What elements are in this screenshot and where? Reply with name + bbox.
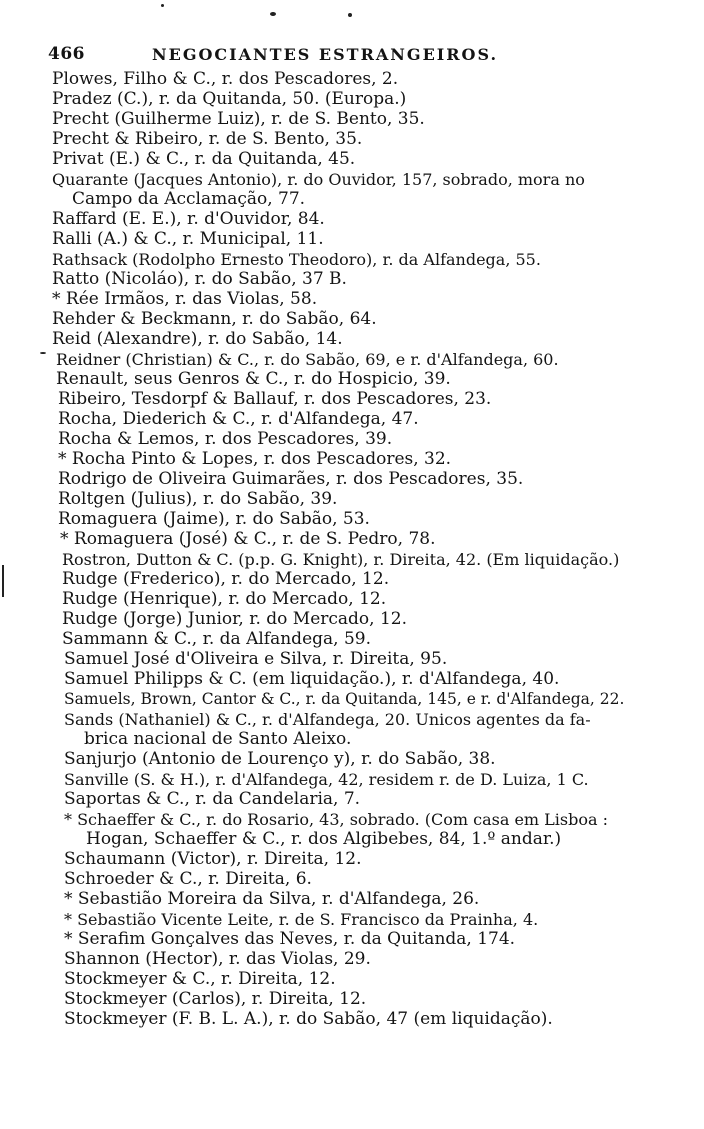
list-item: Rudge (Frederico), r. do Mercado, 12. [62, 569, 390, 589]
list-item: Stockmeyer & C., r. Direita, 12. [64, 969, 336, 989]
list-item: Plowes, Filho & C., r. dos Pescadores, 2. [52, 69, 399, 89]
running-title: NEGOCIANTES ESTRANGEIROS. [152, 45, 499, 64]
list-item: Sanville (S. & H.), r. d'Alfandega, 42, residem r. de D. Luiza, 1 C. [64, 770, 589, 789]
list-item: Roltgen (Julius), r. do Sabão, 39. [58, 489, 338, 509]
list-item: Pradez (C.), r. da Quitanda, 50. (Europa.) [52, 89, 407, 109]
list-item: * Sebastião Vicente Leite, r. de S. Francisco da Prainha, 4. [64, 910, 539, 929]
list-item: Quarante (Jacques Antonio), r. do Ouvidor, 157, sobrado, mora no [52, 170, 585, 189]
list-item: Reidner (Christian) & C., r. do Sabão, 69, e r. d'Alfandega, 60. [56, 350, 559, 369]
ink-speck [270, 12, 276, 16]
list-item: Renault, seus Genros & C., r. do Hospicio, 39. [56, 369, 451, 389]
list-item: Samuels, Brown, Cantor & C., r. da Quitanda, 145, e r. d'Alfandega, 22. [64, 690, 625, 708]
list-item: Sands (Nathaniel) & C., r. d'Alfandega, 20. Unicos agentes da fa- [64, 710, 591, 729]
list-item: Stockmeyer (F. B. L. A.), r. do Sabão, 47 (em liquidação). [64, 1009, 553, 1029]
list-item: Raffard (E. E.), r. d'Ouvidor, 84. [52, 209, 325, 229]
list-item: Schroeder & C., r. Direita, 6. [64, 869, 312, 889]
list-item: Rudge (Henrique), r. do Mercado, 12. [62, 589, 387, 609]
page-number: 466 [48, 44, 85, 64]
list-item-continuation: brica nacional de Santo Aleixo. [84, 729, 352, 749]
list-item: Rocha, Diederich & C., r. d'Alfandega, 47. [58, 409, 419, 429]
list-item: Privat (E.) & C., r. da Quitanda, 45. [52, 149, 356, 169]
list-item: Rudge (Jorge) Junior, r. do Mercado, 12. [62, 609, 408, 629]
list-item: Samuel Philipps & C. (em liquidação.), r. d'Alfandega, 40. [64, 669, 560, 689]
list-item: Saportas & C., r. da Candelaria, 7. [64, 789, 361, 809]
list-item: Ralli (A.) & C., r. Municipal, 11. [52, 229, 324, 249]
list-item: Sammann & C., r. da Alfandega, 59. [62, 629, 371, 649]
list-item: Rehder & Beckmann, r. do Sabão, 64. [52, 309, 377, 329]
list-item-continuation: Hogan, Schaeffer & C., r. dos Algibebes, 84, 1.º andar.) [86, 829, 562, 849]
list-item: Schaumann (Victor), r. Direita, 12. [64, 849, 362, 869]
list-item: * Schaeffer & C., r. do Rosario, 43, sobrado. (Com casa em Lisboa : [64, 810, 609, 829]
list-item: Rodrigo de Oliveira Guimarães, r. dos Pescadores, 35. [58, 469, 524, 489]
list-item: Sanjurjo (Antonio de Lourenço y), r. do Sabão, 38. [64, 749, 496, 769]
list-item: Romaguera (Jaime), r. do Sabão, 53. [58, 509, 370, 529]
ink-speck [348, 13, 352, 17]
page-header [48, 44, 648, 68]
list-item: * Sebastião Moreira da Silva, r. d'Alfandega, 26. [64, 889, 480, 909]
list-item: Rocha & Lemos, r. dos Pescadores, 39. [58, 429, 393, 449]
list-item: Rostron, Dutton & C. (p.p. G. Knight), r. Direita, 42. (Em liquidação.) [62, 550, 620, 569]
list-item: Rathsack (Rodolpho Ernesto Theodoro), r. da Alfandega, 55. [52, 250, 541, 269]
ink-speck [161, 4, 164, 7]
list-item: Precht & Ribeiro, r. de S. Bento, 35. [52, 129, 363, 149]
list-item: * Serafim Gonçalves das Neves, r. da Quitanda, 174. [64, 929, 516, 949]
list-item: * Rée Irmãos, r. das Violas, 58. [52, 289, 318, 309]
list-item: Stockmeyer (Carlos), r. Direita, 12. [64, 989, 367, 1009]
ink-speck [40, 352, 46, 354]
margin-mark [2, 565, 4, 597]
list-item: Ribeiro, Tesdorpf & Ballauf, r. dos Pescadores, 23. [58, 389, 492, 409]
list-item: Ratto (Nicoláo), r. do Sabão, 37 B. [52, 269, 347, 289]
list-item: Reid (Alexandre), r. do Sabão, 14. [52, 329, 343, 349]
list-item: * Rocha Pinto & Lopes, r. dos Pescadores, 32. [58, 449, 452, 469]
list-item: Shannon (Hector), r. das Violas, 29. [64, 949, 371, 969]
list-item: Precht (Guilherme Luiz), r. de S. Bento, 35. [52, 109, 425, 129]
list-item-continuation: Campo da Acclamação, 77. [72, 189, 306, 209]
list-item: Samuel José d'Oliveira e Silva, r. Direita, 95. [64, 649, 448, 669]
list-item: * Romaguera (José) & C., r. de S. Pedro, 78. [60, 529, 436, 549]
